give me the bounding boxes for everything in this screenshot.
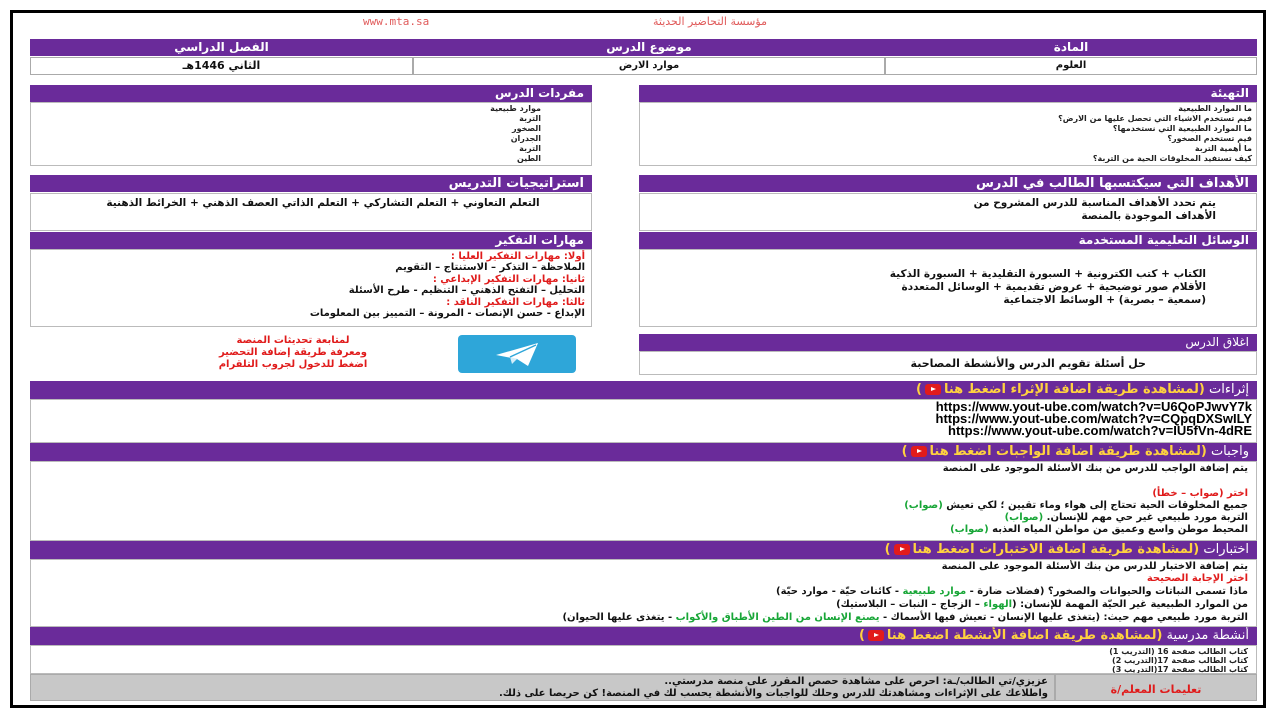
enrichment-url[interactable]: https://www.yout-ube.com/watch?v=CQpqDXSwILY [935, 411, 1252, 426]
thinking-heading-1: أولا: مهارات التفكير العليا : [450, 251, 585, 262]
vocab-line: موارد طبيعية [490, 104, 541, 113]
tests-answer: الهواء [983, 599, 1013, 610]
activity-line: كتاب الطالب صفحة 17(التدريب 2) [1112, 656, 1248, 665]
homework-help-link[interactable]: (لمشاهدة طريقة اضافة الواجبات اضغط هنا) [901, 444, 1207, 459]
homework-question-text: التربة مورد طبيعي غير حي مهم للإنسان. [1046, 512, 1248, 523]
youtube-icon [894, 544, 910, 555]
tests-answer: موارد طبيعية [902, 586, 967, 597]
semester-value: الثاني 1446هـ [30, 57, 413, 75]
teacher-label-cell [1055, 674, 1257, 701]
closing-text-value: حل أسئلة تقويم الدرس والأنشطة المصاحبة [910, 357, 1146, 370]
enrichment-url[interactable]: https://www.yout-ube.com/watch?v=IU5fVn-4dRE [948, 423, 1252, 438]
vocab-line: الطين [516, 154, 541, 163]
tests-bar [30, 541, 1257, 559]
enrichment-title: إثراءات [1209, 382, 1249, 397]
thinking-heading-2: ثانيا: مهارات التفكير الإبداعي : [432, 274, 585, 285]
homework-content [30, 461, 1257, 541]
telegram-button[interactable] [458, 335, 576, 373]
telegram-text-line: ومعرفة طريقة إضافة التحضير [218, 347, 368, 358]
tests-help-link[interactable]: (لمشاهدة طريقة اضافة الاختبارات اضغط هنا) [884, 542, 1200, 557]
site-url: www.mta.sa [363, 15, 430, 28]
activities-bar [30, 627, 1257, 645]
enrichment-bar [30, 381, 1257, 399]
homework-question-text: المحيط موطن واسع وعميق من مواطن المياه العذبه [992, 524, 1248, 535]
telegram-icon [458, 335, 576, 373]
homework-question [39, 512, 1248, 524]
subject-value: العلوم [885, 57, 1257, 75]
enrichment-url[interactable]: https://www.yout-ube.com/watch?v=U6QoPJwvY7k [935, 399, 1252, 414]
thinking-list-3: الإبداع - حسن الإنصات - المرونة – التمييز بين المعلومات [309, 308, 585, 319]
tests-question-text: من الموارد الطبيعية غير الحيّة المهمة للإنسان: ( [1012, 599, 1248, 610]
vocab-line: الصخور [511, 124, 541, 133]
activities-content [30, 645, 1257, 674]
telegram-text-line: اضغط للدخول لجروب التلقرام [218, 359, 368, 370]
tests-title: اختبارات [1203, 542, 1249, 557]
thinking-heading-3: ثالثا: مهارات التفكير الناقد : [446, 297, 585, 308]
vocab-line: التربة [519, 114, 541, 123]
tests-question-text: ماذا تسمى النباتات والحيوانات والصخور؟ (فضلات ضارة - [966, 586, 1248, 597]
thinking-list-2: التحليل – التفتح الذهني – التنظيم - طرح الأسئلة [348, 285, 585, 296]
goals-title: الأهداف التي سيكتسبها الطالب في الدرس [639, 175, 1257, 192]
intro-line: فيم تستخدم الاشياء التي تحصل عليها من الارض؟ [1058, 114, 1252, 123]
goals-text: يتم تحدد الأهداف المناسبة للدرس المشروح من الأهداف الموجودة بالمنصة [639, 193, 1257, 231]
thinking-content [30, 249, 592, 327]
vocab-title: مفردات الدرس [30, 85, 592, 102]
vocab-line: التربة [519, 144, 541, 153]
youtube-icon [868, 630, 884, 641]
tests-help-text: (لمشاهدة طريقة اضافة الاختبارات اضغط هنا [912, 542, 1200, 557]
homework-question [39, 500, 1248, 512]
tests-question [39, 611, 1248, 624]
teacher-line: عزيزي/تي الطالب/ـة: احرص على مشاهدة حصص المقرر على منصة مدرستي.. [664, 676, 1048, 687]
aids-text: الكتاب + كتب الكترونية + السبورة التقليدية + السبورة الذكية الأقلام صور توضيحية + عروض تقديمية + الوسائل المتعددة (سمعية – بصرية) + الوسائط الاجتماعية [639, 249, 1257, 327]
enrichment-help-link[interactable]: (لمشاهدة طريقة اضافة الإثراء اضغط هنا) [916, 382, 1205, 397]
tests-content [30, 559, 1257, 627]
intro-line: فيم تستخدم الصخور؟ [1167, 134, 1252, 143]
homework-answer: (صواب) [950, 524, 989, 535]
semester-header: الفصل الدراسي [30, 39, 413, 56]
activity-line: كتاب الطالب صفحة 17(التدريب 3) [1112, 665, 1248, 674]
org-name: مؤسسة التحاضير الحديثة [653, 15, 767, 28]
intro-line: كيف تستفيد المخلوقات الحية من التربة؟ [1092, 154, 1252, 163]
strategies-title: استراتيجيات التدريس [30, 175, 592, 192]
tests-question-text: التربة مورد طبيعي مهم حيث: (يتغذى عليها الإنسان - تعيش فيها الأسماك - [879, 612, 1248, 623]
homework-answer: (صواب) [1004, 512, 1044, 523]
homework-question-text: جميع المخلوقات الحية تحتاج إلى هواء وماء تقيين ؛ لكي تعيش [946, 500, 1248, 511]
strategies-text: التعلم التعاوني + التعلم التشاركي + التعلم الذاتي العصف الذهني + الخرائط الذهنية [30, 193, 592, 231]
tests-question-text: - يتغذى عليها الحيوان) [562, 612, 676, 623]
tests-answer: يصنع الإنسان من الطين الأطباق والأكواب [675, 612, 880, 623]
telegram-text-line: لمتابعة تحديثات المنصة [236, 335, 350, 346]
homework-answer: (صواب) [904, 500, 943, 511]
teacher-instructions [30, 674, 1055, 701]
topic-value: موارد الارض [413, 57, 885, 75]
topic-header: موضوع الدرس [413, 39, 885, 56]
teacher-line: واطلاعك على الإثراءات ومشاهدتك للدرس وحلك للواجبات والأنشطة يحسب لك في المنصة! كن حريصا على ذلك. [498, 688, 1048, 699]
activities-help-link[interactable]: (لمشاهدة طريقة اضافة الأنشطة اضغط هنا) [858, 628, 1163, 643]
teacher-label: تعليمات المعلم/ة [1110, 683, 1202, 696]
youtube-icon [925, 384, 941, 395]
intro-line: ما الموارد الطبيعية التي نستخدمها؟ [1112, 124, 1252, 133]
homework-title: واجبات [1210, 444, 1249, 459]
lesson-plan-page [10, 10, 1266, 708]
subject-header: المادة [885, 39, 1257, 56]
enrichment-content [30, 399, 1257, 443]
tests-intro: يتم إضافة الاختبار للدرس من بنك الأسئلة الموجود على المنصة [941, 561, 1248, 572]
homework-bar [30, 443, 1257, 461]
vocab-content [30, 102, 592, 166]
intro-line: ما الموارد الطبيعية [1178, 104, 1252, 113]
thinking-title: مهارات التفكير [30, 232, 592, 249]
tests-question-text: - كائنات حيّة - موارد حيّة) [776, 586, 903, 597]
aids-title: الوسائل التعليمية المستخدمة [639, 232, 1257, 249]
intro-content [639, 102, 1257, 166]
homework-instruction: اختر (صواب – خطأ) [1152, 488, 1248, 499]
intro-title: التهيئة [639, 85, 1257, 102]
telegram-text[interactable] [173, 335, 413, 375]
homework-question [39, 524, 1248, 536]
homework-help-text: (لمشاهدة طريقة اضافة الواجبات اضغط هنا [929, 444, 1207, 459]
intro-line: ما أهمية التربة [1194, 144, 1252, 153]
activities-help-text: (لمشاهدة طريقة اضافة الأنشطة اضغط هنا [886, 628, 1163, 643]
thinking-list-1: الملاحظة – التذكر – الاستنتاج – التقويم [395, 262, 585, 273]
tests-question [39, 585, 1248, 598]
page-header [13, 15, 1263, 29]
closing-title: اغلاق الدرس [639, 334, 1257, 351]
vocab-line: الجدران [510, 134, 541, 143]
tests-question-text: – الزجاج – النبات – البلاستيك) [836, 599, 984, 610]
tests-question [39, 598, 1248, 611]
activity-line: كتاب الطالب صفحة 16 (التدريب 1) [1109, 647, 1248, 656]
closing-text [639, 351, 1257, 375]
youtube-icon [911, 446, 927, 457]
tests-instruction: اختر الإجابة الصحيحة [1146, 573, 1248, 584]
activities-title: أنشطة مدرسية [1166, 628, 1249, 643]
homework-intro: يتم إضافة الواجب للدرس من بنك الأسئلة الموجود على المنصة [942, 463, 1248, 474]
enrichment-help-text: (لمشاهدة طريقة اضافة الإثراء اضغط هنا [943, 382, 1205, 397]
